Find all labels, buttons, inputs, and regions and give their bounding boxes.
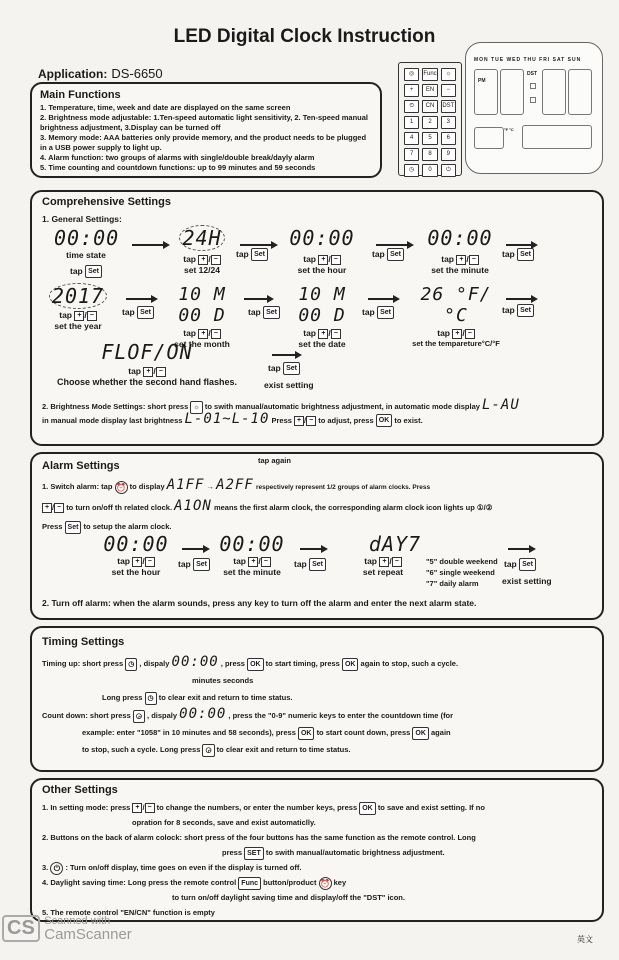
item-text: Memory mode: AAA batteries only provide memory, and the product needs to be plugged in a USB power supply to light up. bbox=[40, 133, 367, 152]
remote-key: 2 bbox=[422, 116, 437, 129]
min-sec-label: minutes seconds bbox=[192, 676, 254, 685]
page-mark: 英文 bbox=[577, 935, 593, 944]
weekday-row: MON TUE WED THU FRI SAT SUN bbox=[474, 57, 582, 63]
step-caption: set repeat bbox=[362, 567, 404, 577]
minus-key: − bbox=[87, 311, 97, 321]
tap-label: tap bbox=[303, 328, 316, 338]
item-text: Alarm function: two groups of alarms with single/double break/dayly alarm bbox=[48, 153, 315, 162]
arrow-icon bbox=[244, 298, 272, 300]
set-key: Set bbox=[519, 558, 536, 571]
turn-off-alarm-text: 2. Turn off alarm: when the alarm sounds, press any key to turn off the alarm and enter the next alarm state. bbox=[42, 598, 477, 608]
date-digits bbox=[522, 125, 592, 149]
other-text: opration for 8 seconds, save and exist automaticlly. bbox=[132, 818, 316, 827]
timing-text: to start count down, press bbox=[316, 728, 411, 737]
timing-text: to start timing, press bbox=[265, 659, 340, 668]
remote-key: DST bbox=[441, 100, 456, 113]
minus-key: − bbox=[331, 329, 341, 339]
arrow-icon bbox=[376, 244, 412, 246]
timing-text: to clear exit and return to time status. bbox=[158, 693, 293, 702]
arrow-icon bbox=[368, 298, 398, 300]
arrow-icon bbox=[182, 548, 208, 550]
plus-key: + bbox=[143, 367, 153, 377]
lcd-display: 00:00 bbox=[171, 654, 219, 670]
timing-text: Timing up: short press bbox=[42, 659, 124, 668]
other-text: to save and exist setting. If no bbox=[377, 803, 485, 812]
brightness-text: 2. Brightness Mode Settings: short press bbox=[42, 402, 189, 411]
minus-key: − bbox=[156, 367, 166, 377]
alarm-key-icon: ⏰ bbox=[320, 878, 331, 888]
tap-label: tap bbox=[502, 304, 515, 315]
plus-key: + bbox=[248, 557, 258, 567]
timing-text: , press bbox=[220, 659, 245, 668]
tap-label: tap bbox=[303, 254, 316, 264]
item-text: Temperature, time, week and date are displayed on the same screen bbox=[48, 103, 291, 112]
lcd-display: FLOF/ON bbox=[101, 340, 193, 364]
other-text: to change the numbers, or enter the number keys, press bbox=[156, 803, 358, 812]
step-time-state bbox=[54, 226, 118, 278]
lcd-display: 26 °F/°C bbox=[420, 284, 492, 326]
remote-key: 9 bbox=[441, 148, 456, 161]
camscanner-logo: CS bbox=[2, 915, 40, 942]
tap-label: tap bbox=[183, 328, 196, 338]
timing-text: again bbox=[431, 728, 451, 737]
lcd-display: 00:00 bbox=[219, 532, 285, 556]
step-date: 10 M 00 D tap + / − set the date bbox=[282, 284, 362, 350]
digit-segment bbox=[568, 69, 592, 115]
brightness-instructions: 2. Brightness Mode Settings: short press ☼ to swith manual/automatic brightness adjustment, in automatic mode display L-AU in manual mode display last brightness L-01~L-10 Press + / − to adjust, press OK to exist. bbox=[42, 397, 520, 427]
item-num: 1. bbox=[40, 103, 47, 112]
step-12-24: 24H tap + / − set 12/24 bbox=[172, 226, 232, 276]
arrow-icon bbox=[132, 244, 168, 246]
minus-key: − bbox=[211, 255, 221, 265]
plus-key: + bbox=[198, 255, 208, 265]
set-key: Set bbox=[65, 521, 82, 534]
arrow-icon bbox=[272, 354, 300, 356]
step-caption: set the minute bbox=[431, 265, 489, 275]
watermark-line: Scanned with bbox=[44, 915, 111, 927]
set-key: Set bbox=[387, 248, 404, 261]
arrow-icon bbox=[506, 244, 536, 246]
item-text: Time counting and countdown functions: up to 99 minutes and 59 seconds bbox=[48, 163, 316, 172]
other-text: : Turn on/off display, time goes on even if the display is turned off. bbox=[65, 863, 302, 872]
remote-control-diagram bbox=[398, 62, 462, 176]
ok-key: OK bbox=[298, 727, 315, 740]
lcd-display: A1FF bbox=[166, 477, 205, 493]
main-function-item bbox=[40, 133, 372, 153]
other-text: to swith manual/automatic brightness adjustment. bbox=[265, 848, 445, 857]
camscanner-watermark bbox=[2, 915, 132, 942]
repeat-options bbox=[426, 556, 498, 589]
alarm-instructions: 1. Switch alarm: tap ⏰ to display A1FF → A2FF respectively represent 1/2 groups of alarm clocks. Press + / − to turn on/off th related clock. A1ON means the first alarm clock, the corresponding alarm clock icon lights up ①/② Press Set to setup the alarm clock. bbox=[42, 476, 597, 536]
step-caption: set the tempareture°C/°F bbox=[412, 339, 500, 348]
tap-label: tap bbox=[294, 558, 307, 569]
timer-key-icon: ◷ bbox=[145, 692, 157, 705]
timing-title: Timing Settings bbox=[42, 636, 125, 648]
set-key: Set bbox=[85, 265, 102, 278]
step-minute: 00:00 tap + / − set the minute bbox=[420, 226, 500, 276]
plus-key: + bbox=[379, 557, 389, 567]
tap-label: tap bbox=[372, 248, 385, 259]
arrow-icon bbox=[126, 298, 156, 300]
other-instructions: 1. In setting mode: press + / − to change the numbers, or enter the number keys, press OK to save and exist setting. If no opration for 8 seconds, save and exist automaticlly. 2. Buttons on the back of alarm colock: short press of the four buttons has the same function as the remote control. Long press SET to swith manual/automatic brightness adjustment. 3. ⏻ : Turn on/off display, time goes on even if the display is turned off. 4. Daylight saving time: Long press the remote control Func button/product ⏰ key to turn on/off daylight saving time and display/off the "DST" icon. 5. The remote control "EN/CN" function is empty bbox=[42, 803, 485, 917]
application-line bbox=[38, 66, 163, 81]
tap-label: tap bbox=[69, 265, 83, 276]
alarm-step-repeat: dAY7 tap + / − set repeat bbox=[338, 532, 428, 578]
remote-key: CN bbox=[422, 100, 437, 113]
minus-key: − bbox=[211, 329, 221, 339]
set-key: Set bbox=[283, 362, 300, 375]
tap-again-label: tap again bbox=[258, 456, 291, 465]
set-key: Set bbox=[251, 248, 268, 261]
remote-key: + bbox=[404, 84, 419, 97]
plus-key: + bbox=[318, 329, 328, 339]
tap-label: tap bbox=[128, 366, 141, 376]
plus-key: + bbox=[132, 803, 142, 813]
main-function-item bbox=[40, 153, 372, 163]
remote-key: EN bbox=[422, 84, 437, 97]
colon-dot bbox=[530, 97, 536, 103]
ok-key: OK bbox=[412, 727, 429, 740]
step-flash: FLOF/ON tap + / − Choose whether the second hand flashes. bbox=[52, 340, 242, 388]
remote-key: 6 bbox=[441, 132, 456, 145]
watermark-line: CamScanner bbox=[44, 926, 132, 943]
lcd-display: 00:00 bbox=[103, 532, 169, 556]
comprehensive-settings-box bbox=[30, 190, 604, 446]
set-key: Set bbox=[377, 306, 394, 319]
remote-key: ⏲ bbox=[404, 100, 419, 113]
digit-segment bbox=[542, 69, 566, 115]
arrow-icon bbox=[240, 244, 276, 246]
title-text: LED Digital Clock Instruction bbox=[173, 26, 436, 47]
item-num: 5. bbox=[40, 163, 47, 172]
step-caption: set the year bbox=[54, 321, 102, 331]
tap-label: tap bbox=[441, 254, 454, 264]
plus-key: + bbox=[132, 557, 142, 567]
step-caption: set the hour bbox=[297, 265, 347, 275]
lcd-display: 24H bbox=[179, 225, 224, 251]
plus-key: + bbox=[198, 329, 208, 339]
main-function-item bbox=[40, 113, 372, 133]
item-num: 3. bbox=[40, 133, 47, 142]
comprehensive-title: Comprehensive Settings bbox=[42, 196, 171, 208]
remote-key: ⏻ bbox=[441, 164, 456, 177]
minus-key: − bbox=[306, 416, 316, 426]
minus-key: − bbox=[145, 803, 155, 813]
alarm-text: respectively represent 1/2 groups of alarm clocks. Press bbox=[255, 484, 431, 491]
minus-key: − bbox=[145, 557, 155, 567]
other-text: to turn on/off daylight saving time and display/off the "DST" icon. bbox=[172, 893, 405, 902]
timing-instructions bbox=[42, 654, 597, 758]
other-text: button/product bbox=[263, 878, 317, 887]
remote-key: 5 bbox=[422, 132, 437, 145]
arrow-icon bbox=[506, 298, 536, 300]
main-function-item bbox=[40, 103, 372, 113]
pm-indicator: PM bbox=[478, 78, 486, 84]
repeat-option: "7" daily alarm bbox=[426, 579, 479, 588]
lcd-display: 10 M 00 D bbox=[298, 284, 346, 326]
step-caption: time state bbox=[66, 250, 106, 260]
set-key: Set bbox=[517, 248, 534, 261]
alarm-text: to turn on/off th related clock. bbox=[66, 503, 173, 512]
remote-key: ◷ bbox=[404, 164, 419, 177]
tap-label: tap bbox=[268, 362, 281, 373]
step-hour: 00:00 tap + / − set the hour bbox=[282, 226, 362, 276]
plus-key: + bbox=[294, 416, 304, 426]
tap-label: tap bbox=[178, 558, 191, 569]
set-key: Set bbox=[137, 306, 154, 319]
brightness-text: in manual mode display last brightness bbox=[42, 415, 183, 425]
step-caption: set the hour bbox=[111, 567, 161, 577]
arrow-icon bbox=[508, 548, 534, 550]
timing-text: Long press bbox=[102, 693, 143, 702]
step-caption: set 12/24 bbox=[184, 265, 220, 275]
digit-segment bbox=[500, 69, 524, 115]
plus-key: + bbox=[42, 503, 52, 513]
tap-label: tap bbox=[248, 306, 261, 317]
item-num: 4. bbox=[40, 153, 47, 162]
timing-text: again to stop, such a cycle. bbox=[360, 659, 459, 668]
func-key: Func bbox=[238, 877, 261, 890]
tap-label: tap bbox=[437, 328, 450, 338]
minus-key: − bbox=[54, 503, 64, 513]
tap-label: tap bbox=[502, 248, 515, 259]
exit-caption: exist setting bbox=[264, 380, 314, 390]
lcd-display: dAY7 bbox=[368, 532, 422, 556]
alarm-text: to display bbox=[129, 482, 165, 491]
other-text: press bbox=[222, 848, 243, 857]
brightness-key: ☼ bbox=[190, 401, 202, 414]
timing-text: example: enter "1058" in 10 minutes and 58 seconds), press bbox=[82, 728, 296, 737]
timing-text: Count down: short press bbox=[42, 711, 131, 720]
step-year: 2017 tap + / − set the year bbox=[42, 284, 114, 332]
digit-segment bbox=[474, 69, 498, 115]
set-key: Set bbox=[193, 558, 210, 571]
brightness-text: to exist. bbox=[394, 415, 423, 425]
other-text: key bbox=[333, 878, 347, 887]
lcd-display: L-AU bbox=[482, 397, 520, 413]
repeat-option: "5" double weekend bbox=[426, 557, 498, 566]
other-settings-box bbox=[30, 778, 604, 922]
alarm-settings-box bbox=[30, 452, 604, 620]
plus-key: + bbox=[74, 311, 84, 321]
tap-label: tap bbox=[183, 254, 196, 264]
minus-key: − bbox=[331, 255, 341, 265]
alarm-text: 1. Switch alarm: tap bbox=[42, 482, 113, 491]
timing-text: , dispaly bbox=[139, 659, 170, 668]
set-key: Set bbox=[309, 558, 326, 571]
other-text: 1. In setting mode: press bbox=[42, 803, 131, 812]
step-caption: Choose whether the second hand flashes. bbox=[56, 377, 238, 387]
tap-label: tap bbox=[364, 556, 377, 566]
other-title: Other Settings bbox=[42, 784, 118, 796]
dst-indicator: DST bbox=[527, 71, 537, 77]
application-label: Application: bbox=[38, 67, 108, 81]
minus-key: − bbox=[469, 255, 479, 265]
plus-key: + bbox=[452, 329, 462, 339]
other-text: 2. Buttons on the back of alarm colock: short press of the four buttons has the same function as the remote control. Long bbox=[42, 833, 476, 842]
plus-key: + bbox=[318, 255, 328, 265]
alarm-key-icon: ⏰ bbox=[116, 482, 127, 492]
ok-key: OK bbox=[376, 414, 393, 427]
step-caption: set the minute bbox=[223, 567, 281, 577]
timing-text: , press the "0-9" numeric keys to enter the countdown time (for bbox=[228, 711, 454, 720]
lcd-display: A1ON bbox=[174, 498, 212, 514]
remote-key: 0 bbox=[422, 164, 437, 177]
general-settings-title: 1. General Settings: bbox=[42, 214, 122, 224]
tap-label: tap bbox=[117, 556, 130, 566]
minus-key: − bbox=[261, 557, 271, 567]
application-model: DS-6650 bbox=[111, 66, 163, 81]
lcd-display: A2FF bbox=[216, 477, 254, 493]
set-key: SET bbox=[244, 847, 264, 860]
remote-key: 7 bbox=[404, 148, 419, 161]
remote-key: ☼ bbox=[441, 68, 456, 81]
lcd-display: 2017 bbox=[49, 283, 107, 309]
alarm-title: Alarm Settings bbox=[42, 460, 120, 472]
step-temperature: 26 °F/°C tap + / − set the tempareture°C/°F bbox=[410, 284, 502, 349]
step-caption: set the month bbox=[174, 339, 230, 349]
alarm-text: Press bbox=[42, 522, 63, 531]
minus-key: − bbox=[465, 329, 475, 339]
alarm-step-hour: 00:00 tap + / − set the hour bbox=[96, 532, 176, 578]
other-text: 5. The remote control "EN/CN" function is empty bbox=[42, 908, 215, 917]
remote-key: 1 bbox=[404, 116, 419, 129]
brightness-text: Press bbox=[271, 415, 292, 425]
ok-key: OK bbox=[247, 658, 264, 671]
remote-key: − bbox=[441, 84, 456, 97]
countdown-key-icon: ◶ bbox=[202, 744, 214, 757]
alarm-step-minute: 00:00 tap + / − set the minute bbox=[212, 532, 292, 578]
plus-key: + bbox=[456, 255, 466, 265]
set-key: Set bbox=[263, 306, 280, 319]
remote-key: Func bbox=[422, 68, 437, 81]
step-month: 10 M 00 D tap + / − set the month bbox=[162, 284, 242, 350]
lcd-display: 10 M 00 D bbox=[178, 284, 226, 326]
timing-text: to stop, such a cycle. Long press bbox=[82, 745, 201, 754]
main-functions-box bbox=[30, 82, 382, 178]
step-caption: set the date bbox=[298, 339, 346, 349]
tap-label: tap bbox=[59, 310, 72, 320]
tap-label: tap bbox=[236, 248, 249, 259]
lcd-display: 00:00 bbox=[54, 226, 120, 250]
repeat-option: "6" single weekend bbox=[426, 568, 495, 577]
remote-key: 3 bbox=[441, 116, 456, 129]
timing-settings-box bbox=[30, 626, 604, 772]
ok-key: OK bbox=[342, 658, 359, 671]
minus-key: − bbox=[392, 557, 402, 567]
arrow-icon bbox=[300, 548, 326, 550]
tap-label: tap bbox=[504, 558, 517, 569]
timing-text: to clear exit and return to time status. bbox=[216, 745, 351, 754]
tap-label: tap bbox=[233, 556, 246, 566]
colon-dot bbox=[530, 83, 536, 89]
temperature-units: °F °C bbox=[504, 127, 514, 132]
lcd-display: 00:00 bbox=[427, 226, 493, 250]
brightness-text: to adjust, press bbox=[318, 415, 374, 425]
tap-label: tap bbox=[362, 306, 375, 317]
power-icon: ⏻ bbox=[50, 862, 63, 875]
tap-label: tap bbox=[122, 306, 135, 317]
exit-caption: exist setting bbox=[502, 576, 552, 586]
alarm-text: to setup the alarm clock. bbox=[83, 522, 172, 531]
item-num: 2. bbox=[40, 113, 47, 122]
main-function-item bbox=[40, 163, 372, 173]
item-text: Brightness mode adjustable: 1.Ten-speed automatic light sensitivity, 2. Ten-speed manual brightness adjustment, 3.Display can be turned off bbox=[40, 113, 369, 132]
lcd-display: L-01~L-10 bbox=[184, 410, 270, 427]
timer-key-icon: ◷ bbox=[125, 658, 137, 671]
other-text: 4. Daylight saving time: Long press the remote control bbox=[42, 878, 237, 887]
countdown-key-icon: ◶ bbox=[133, 710, 145, 723]
other-text: 3. bbox=[42, 863, 49, 872]
clock-display-diagram bbox=[465, 42, 603, 174]
brightness-text: to swith manual/automatic brightness adjustment, in automatic mode display bbox=[204, 402, 480, 411]
remote-key: ◎ bbox=[404, 68, 419, 81]
timing-text: , dispaly bbox=[147, 711, 178, 720]
lcd-display: 00:00 bbox=[179, 706, 227, 722]
temperature-digits bbox=[474, 127, 504, 149]
set-key: Set bbox=[517, 304, 534, 317]
remote-key: 8 bbox=[422, 148, 437, 161]
alarm-text: means the first alarm clock, the corresponding alarm clock icon lights up bbox=[213, 503, 475, 512]
lcd-display: 00:00 bbox=[289, 226, 355, 250]
main-functions-title: Main Functions bbox=[40, 89, 121, 101]
ok-key: OK bbox=[359, 802, 376, 815]
remote-key: 4 bbox=[404, 132, 419, 145]
